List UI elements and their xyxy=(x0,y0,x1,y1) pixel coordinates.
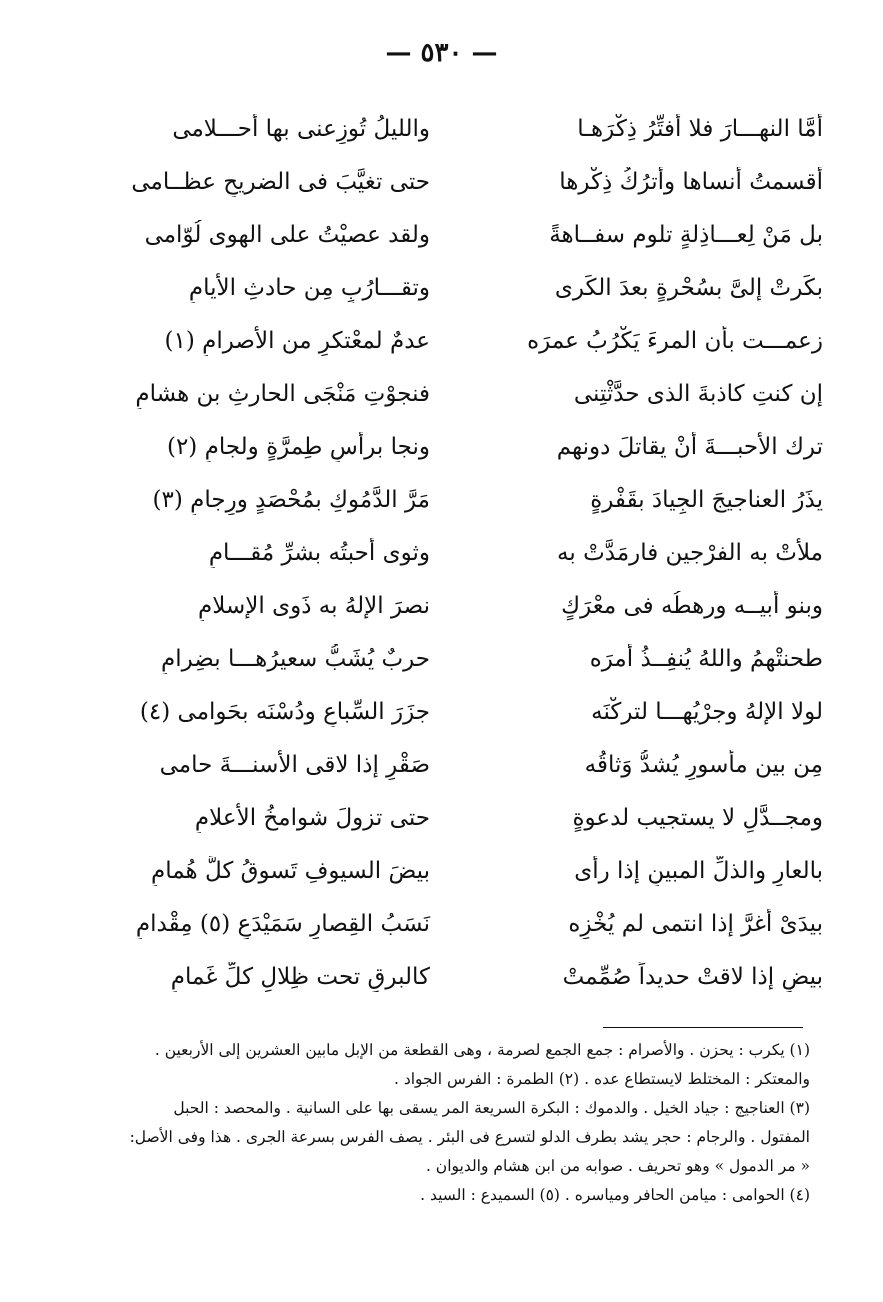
verse-second-hemistich: وتقـــارُبٍ مِن حادثِ الأيامِ xyxy=(188,274,430,301)
verse-second-hemistich: ونجا برأسِ طِمرَّةٍ ولجامِ (٢) xyxy=(166,433,430,460)
verse-first-hemistich: بيدَىْ أغرَّ إذا انتمى لم يُخْزِه xyxy=(568,910,823,937)
page-number: — ٥٣٠ — xyxy=(385,38,498,68)
verse-second-hemistich: نصرَ الإلهُ به ذَوى الإسلامِ xyxy=(198,592,430,619)
verse-line xyxy=(55,738,835,791)
verse-first-hemistich: زعمـــت بأن المرءَ يَكْرُبُ عمرَه xyxy=(527,327,823,354)
footnote-line: « مر الدمول » وهو تحريف . صوابه من ابن هشام والديوان . xyxy=(425,1157,810,1175)
verse-first-hemistich: يذَرُ العناجيجَ الجِيادَ بقَفْرةٍ xyxy=(590,486,823,513)
verse-second-hemistich: عدمٌ لمعْتكرٍ من الأصرامِ (١) xyxy=(164,327,430,354)
verse-first-hemistich: بالعارِ والذلِّ المبينِ إذا رأى xyxy=(574,857,823,884)
verse-second-hemistich: حربٌ يُشَبُّ سعيرُهـــا بضِرامِ xyxy=(160,645,430,672)
verse-line xyxy=(55,897,835,950)
footnote-line: المفتول . والرجام : حجر يشد بطرف الدلو لتسرع فى البئر . يصف الفرس بسرعة الجرى . هذا وفى الأصل: xyxy=(129,1128,810,1146)
verse-line xyxy=(55,208,835,261)
footnote-line: (٣) العناجيج : جياد الخيل . والدموك : البكرة السريعة المر يسقى بها على السانية . والمحصد : الحبل xyxy=(173,1099,810,1117)
verse-second-hemistich: فنجوْتِ مَنْجَى الحارثِ بن هشامِ xyxy=(135,380,430,407)
verse-line xyxy=(55,155,835,208)
footnotes xyxy=(75,1036,810,1210)
verse-line xyxy=(55,314,835,367)
verse-second-hemistich: بيضَ السيوفِ تَسوقُ كلَّ هُمامِ xyxy=(150,857,430,884)
verse-line xyxy=(55,102,835,155)
verse-line xyxy=(55,685,835,738)
verse-second-hemistich: صَقْرٍ إذا لاقى الأسنـــةَ حامى xyxy=(159,751,430,778)
verse-line xyxy=(55,950,835,1003)
verse-line xyxy=(55,473,835,526)
verse-second-hemistich: حتى تغيَّبَ فى الضريحِ عظــامى xyxy=(131,168,430,195)
verse-first-hemistich: وبنو أبيــه ورهطُه فى معْرَكٍ xyxy=(561,592,823,619)
verse-first-hemistich: ملأتْ به الفرْجين فارمَدَّتْ به xyxy=(557,539,823,566)
verse-line xyxy=(55,526,835,579)
verse-first-hemistich: أمَّا النهـــارَ فلا أُفتِّرُ ذِكْرَهـا xyxy=(577,115,823,142)
verse-first-hemistich: طحنتْهمُ واللهُ يُنفِــذُ أمرَه xyxy=(589,645,823,672)
verse-second-hemistich: ولقد عصيْتُ على الهوى لُوّامى xyxy=(144,221,430,248)
verse-first-hemistich: ومجــدَّلٍ لا يستجيب لدعوةٍ xyxy=(572,804,823,831)
footnote-line: (١) يكرب : يحزن . والأصرام : جمع الجمع لصرمة ، وهى القطعة من الإبل مابين العشرين إلى الأربعين . xyxy=(154,1041,810,1059)
verse-line xyxy=(55,367,835,420)
footnote-line: والمعتكر : المختلط لايستطاع عده . (٢) الطمرة : الفرس الجواد . xyxy=(393,1070,810,1088)
verse-first-hemistich: بكَرتْ إلىَّ بسُحْرةٍ بعدَ الكَرى xyxy=(554,274,823,301)
verse-line xyxy=(55,844,835,897)
verse-first-hemistich: إن كنتِ كاذبةَ الذى حدَّثْتِنى xyxy=(573,380,823,407)
verse-first-hemistich: مِن بين مأسورٍ يُشدُّ وَثاقُه xyxy=(584,751,823,778)
verse-second-hemistich: مَرَّ الدَّمُوكِ بمُحْصَدٍ ورِجامِ (٣) xyxy=(152,486,430,513)
verse-second-hemistich: كالبرقِ تحت ظِلالِ كلِّ غَمامِ xyxy=(170,963,430,990)
verse-first-hemistich: لولا الإلهُ وجرْيُهـــا لتركْنَه xyxy=(591,698,823,725)
verse-first-hemistich: ترك الأحبـــةَ أنْ يقاتلَ دونهم xyxy=(556,433,823,460)
verse-second-hemistich: وثوى أحبتُه بشرِّ مُقـــامِ xyxy=(208,539,430,566)
verse-first-hemistich: بيضٍ إذا لاقتْ حديداً صُمِّمتْ xyxy=(562,963,823,990)
verse-line xyxy=(55,579,835,632)
verse-second-hemistich: حتى تزولَ شوامخُ الأعلامِ xyxy=(194,804,430,831)
verse-line xyxy=(55,261,835,314)
verse-first-hemistich: بل مَنْ لِعـــاذِلةٍ تلوم سفــاهةً xyxy=(549,221,823,248)
verse-line xyxy=(55,632,835,685)
verse-second-hemistich: جزَرَ السِّباعِ ودُسْنَه بحَوامى (٤) xyxy=(139,698,430,725)
poem xyxy=(55,102,835,1003)
verse-line xyxy=(55,420,835,473)
verse-second-hemistich: والليلُ تُوزِعنى بها أحـــلامى xyxy=(172,115,430,142)
footnote-line: (٤) الحوامى : ميامن الحافر ومياسره . (٥) السميدع : السيد . xyxy=(420,1186,810,1204)
verse-line xyxy=(55,791,835,844)
footnote-divider xyxy=(603,1027,803,1028)
verse-first-hemistich: أقسمتُ أنساها وأترُكُ ذِكْرها xyxy=(559,168,823,195)
verse-second-hemistich: نَسَبُ القِصارِ سَمَيْدَعٍ (٥) مِقْدامِ xyxy=(135,910,430,937)
